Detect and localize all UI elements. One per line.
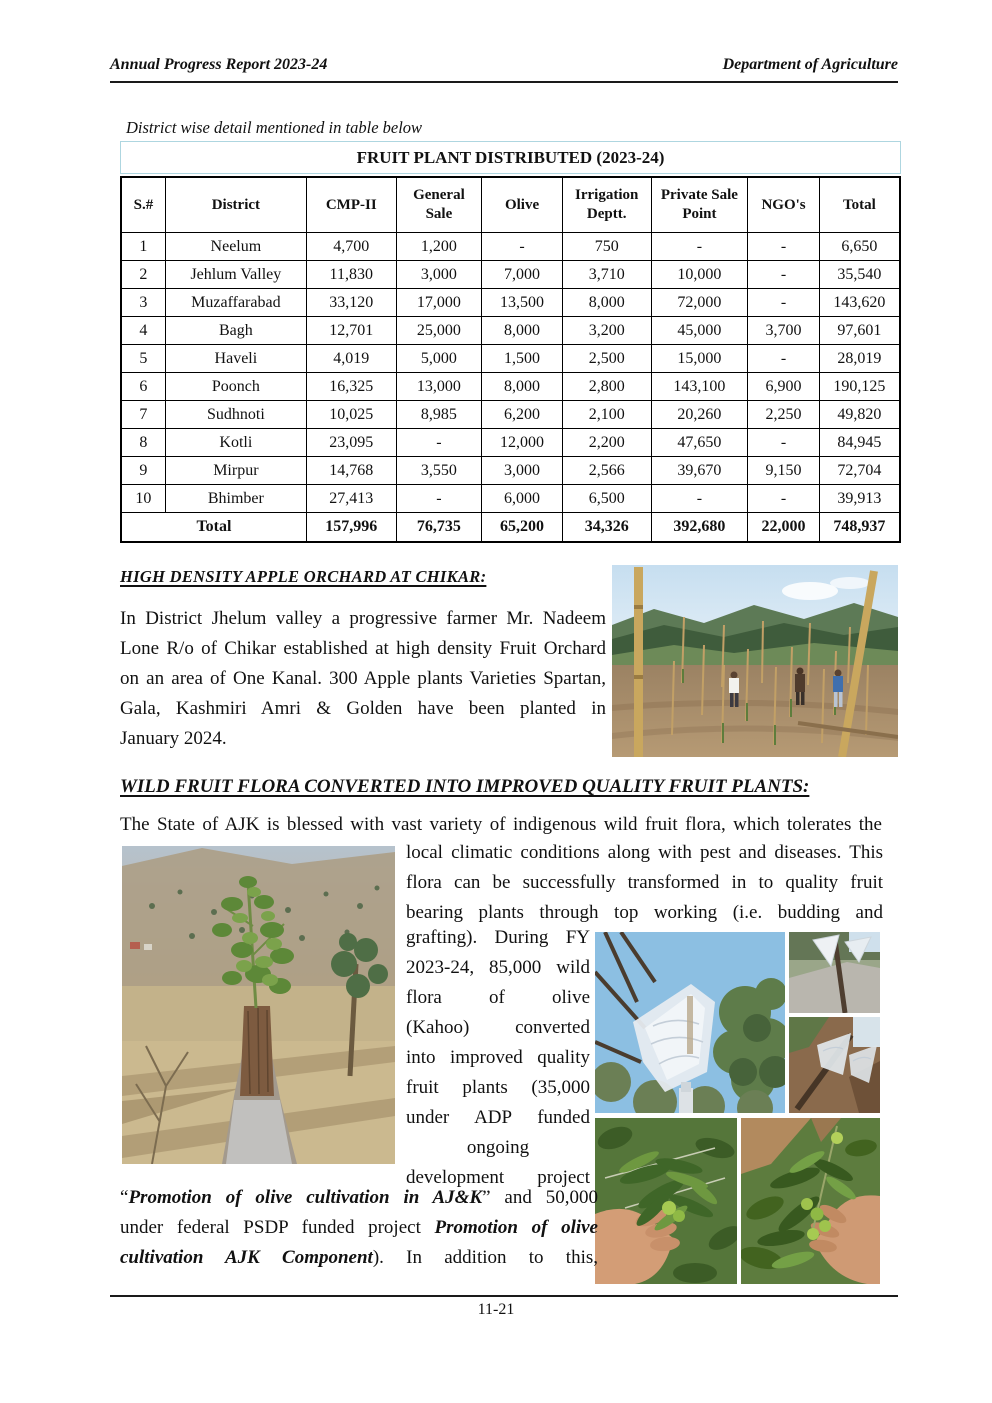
table-row [121, 261, 900, 289]
cell: 7,000 [482, 261, 563, 289]
col-header-total: Total [819, 177, 900, 233]
cell: 7 [121, 401, 165, 429]
paragraph-line: 2023-24, 85,000 wild [406, 957, 590, 978]
paragraph-line: fruit plants (35,000 [406, 1077, 590, 1098]
cell: 2 [121, 261, 165, 289]
paragraph-line: In District Jhelum valley a progressive farmer Mr. Nadeem [120, 608, 606, 629]
cell: 6,900 [748, 373, 820, 401]
cell: Kotli [165, 429, 306, 457]
grafting-collage [595, 932, 880, 1284]
cell: 4 [121, 317, 165, 345]
cell: 34,326 [562, 513, 651, 543]
footer-rule [110, 1295, 898, 1297]
cell: Muzaffarabad [165, 289, 306, 317]
wild-flora-paragraph-narrow [406, 923, 590, 1193]
table-row [121, 233, 900, 261]
cell: 2,500 [562, 345, 651, 373]
cell: 72,704 [819, 457, 900, 485]
cell: 35,540 [819, 261, 900, 289]
cell: 8,000 [562, 289, 651, 317]
paragraph-line: Lone R/o of Chikar established at high density Fruit Orchard [120, 638, 606, 659]
cell: 25,000 [396, 317, 482, 345]
quote-mark: “ [120, 1187, 129, 1208]
cell: Haveli [165, 345, 306, 373]
cell: 65,200 [482, 513, 563, 543]
cell: 392,680 [651, 513, 748, 543]
cell: 72,000 [651, 289, 748, 317]
cell: 5,000 [396, 345, 482, 373]
paragraph-text: ). In addition to this, [372, 1247, 598, 1268]
cell: 4,019 [306, 345, 396, 373]
cell: 76,735 [396, 513, 482, 543]
cell: 45,000 [651, 317, 748, 345]
section-heading-wild-fruit-flora: WILD FRUIT FLORA CONVERTED INTO IMPROVED QUALITY FRUIT PLANTS: [120, 776, 810, 797]
fruit-plant-table [120, 176, 901, 543]
cell: 13,000 [396, 373, 482, 401]
paragraph-line [120, 1183, 598, 1213]
grafting-bag-photo-large [595, 932, 785, 1113]
olive-branch-photo-left [595, 1118, 737, 1284]
table-row [121, 289, 900, 317]
cell: 14,768 [306, 457, 396, 485]
cell: 10 [121, 485, 165, 513]
cell: 6,650 [819, 233, 900, 261]
cell: 20,260 [651, 401, 748, 429]
cell: Jehlum Valley [165, 261, 306, 289]
cell: 5 [121, 345, 165, 373]
cell: Bhimber [165, 485, 306, 513]
paragraph-line: Gala, Kashmiri Amri & Golden have been planted in [120, 698, 606, 719]
apple-orchard-paragraph [120, 604, 606, 754]
paragraph-line: January 2024. [120, 728, 227, 749]
cell: 13,500 [482, 289, 563, 317]
paragraph-line: into improved quality [406, 1047, 590, 1068]
cell: 1 [121, 233, 165, 261]
cell: 12,000 [482, 429, 563, 457]
cell: 27,413 [306, 485, 396, 513]
cell: 97,601 [819, 317, 900, 345]
cell: Neelum [165, 233, 306, 261]
cell: 12,701 [306, 317, 396, 345]
paragraph-line: bearing plants through top working (i.e. budding and [406, 902, 883, 923]
cell: Bagh [165, 317, 306, 345]
table-row [121, 401, 900, 429]
cell: 750 [562, 233, 651, 261]
cell: Poonch [165, 373, 306, 401]
wild-flora-paragraph-line1 [120, 810, 882, 840]
table-row [121, 429, 900, 457]
cell: 9 [121, 457, 165, 485]
cell: - [748, 261, 820, 289]
cell: 8,985 [396, 401, 482, 429]
cell: 33,120 [306, 289, 396, 317]
cell: 17,000 [396, 289, 482, 317]
cell: Mirpur [165, 457, 306, 485]
col-header-cmp2: CMP-II [306, 177, 396, 233]
paragraph-line [120, 1243, 598, 1273]
col-header-olive: Olive [482, 177, 563, 233]
paragraph-text: under federal PSDP funded project [120, 1217, 435, 1238]
project-name-2-cont: cultivation AJK Component [120, 1247, 373, 1268]
cell: 2,100 [562, 401, 651, 429]
cell: 4,700 [306, 233, 396, 261]
apple-orchard-photo [612, 565, 898, 757]
cell: 6,500 [562, 485, 651, 513]
table-title: FRUIT PLANT DISTRIBUTED (2023-24) [120, 141, 901, 174]
cell: 3 [121, 289, 165, 317]
table-total-row [121, 513, 900, 543]
cell: 10,000 [651, 261, 748, 289]
table-row [121, 373, 900, 401]
paragraph-line: on an area of One Kanal. 300 Apple plants Varieties Spartan, [120, 668, 606, 689]
page-number: 11-21 [477, 1301, 515, 1318]
cell: 3,550 [396, 457, 482, 485]
paragraph-line: The State of AJK is blessed with vast variety of indigenous wild fruit flora, which tolerates the [120, 814, 882, 835]
section-heading-apple-orchard: HIGH DENSITY APPLE ORCHARD AT CHIKAR: [120, 567, 487, 586]
cell: 3,000 [396, 261, 482, 289]
cell: 2,800 [562, 373, 651, 401]
cell: 9,150 [748, 457, 820, 485]
paragraph-text: ” and 50,000 [482, 1187, 598, 1208]
col-header-district: District [165, 177, 306, 233]
cell: 8 [121, 429, 165, 457]
cell: 1,200 [396, 233, 482, 261]
grafting-bag-photo-top-right [789, 932, 880, 1013]
header-left-title: Annual Progress Report 2023-24 [110, 56, 328, 73]
cell: 157,996 [306, 513, 396, 543]
project-name-1: Promotion of olive cultivation in AJ&K [128, 1187, 483, 1208]
col-header-general-sale: General Sale [396, 177, 482, 233]
cell: 3,000 [482, 457, 563, 485]
paragraph-line [120, 1213, 598, 1243]
header-right-title: Department of Agriculture [722, 56, 898, 73]
cell: 23,095 [306, 429, 396, 457]
cell: 748,937 [819, 513, 900, 543]
cell: 2,200 [562, 429, 651, 457]
cell: - [748, 485, 820, 513]
table-row [121, 485, 900, 513]
wild-flora-paragraph-mid [406, 838, 883, 928]
fruit-plant-table-section [120, 141, 901, 543]
cell: 6,000 [482, 485, 563, 513]
table-row [121, 457, 900, 485]
cell: 1,500 [482, 345, 563, 373]
paragraph-line: grafting). During FY [406, 927, 590, 948]
cell: - [651, 485, 748, 513]
page-header [110, 56, 898, 83]
table-row [121, 345, 900, 373]
cell: 2,566 [562, 457, 651, 485]
paragraph-line: ongoing [466, 1137, 530, 1158]
cell: Sudhnoti [165, 401, 306, 429]
cell: 15,000 [651, 345, 748, 373]
cell: - [748, 345, 820, 373]
col-header-private-sale: Private Sale Point [651, 177, 748, 233]
cell: 39,913 [819, 485, 900, 513]
cell: 11,830 [306, 261, 396, 289]
cell: - [748, 289, 820, 317]
cell: 143,620 [819, 289, 900, 317]
paragraph-line: flora of olive [406, 987, 590, 1008]
cell: 84,945 [819, 429, 900, 457]
cell: 16,325 [306, 373, 396, 401]
cell: 47,650 [651, 429, 748, 457]
cell: - [396, 485, 482, 513]
cell: 3,710 [562, 261, 651, 289]
cell: - [651, 233, 748, 261]
cell: 6,200 [482, 401, 563, 429]
cell: 49,820 [819, 401, 900, 429]
total-label: Total [121, 513, 306, 543]
cell: 10,025 [306, 401, 396, 429]
col-header-irrigation: Irrigation Deptt. [562, 177, 651, 233]
cell: 22,000 [748, 513, 820, 543]
cell: 3,200 [562, 317, 651, 345]
cell: 8,000 [482, 373, 563, 401]
col-header-sno: S.# [121, 177, 165, 233]
cell: 3,700 [748, 317, 820, 345]
paragraph-line: flora can be successfully transformed in to quality fruit [406, 872, 883, 893]
intro-line: District wise detail mentioned in table below [126, 118, 423, 137]
cell: 190,125 [819, 373, 900, 401]
cell: 39,670 [651, 457, 748, 485]
cell: - [748, 429, 820, 457]
paragraph-line: development project [406, 1167, 590, 1188]
cell: 8,000 [482, 317, 563, 345]
olive-branch-photo-right [741, 1118, 880, 1284]
psdp-paragraph [120, 1183, 598, 1273]
project-name-2: Promotion of olive [434, 1217, 598, 1238]
cell: - [396, 429, 482, 457]
cell: - [748, 233, 820, 261]
paragraph-line: under ADP funded [406, 1107, 590, 1128]
grafting-bag-photo-mid-right [789, 1017, 880, 1113]
paragraph-line: local climatic conditions along with pest and diseases. This [406, 842, 883, 863]
cell: 6 [121, 373, 165, 401]
table-row [121, 317, 900, 345]
paragraph-line: (Kahoo) converted [406, 1017, 590, 1038]
cell: 143,100 [651, 373, 748, 401]
table-header-row [121, 177, 900, 233]
grafted-tree-photo [122, 846, 395, 1164]
cell: - [482, 233, 563, 261]
col-header-ngos: NGO's [748, 177, 820, 233]
cell: 2,250 [748, 401, 820, 429]
cell: 28,019 [819, 345, 900, 373]
